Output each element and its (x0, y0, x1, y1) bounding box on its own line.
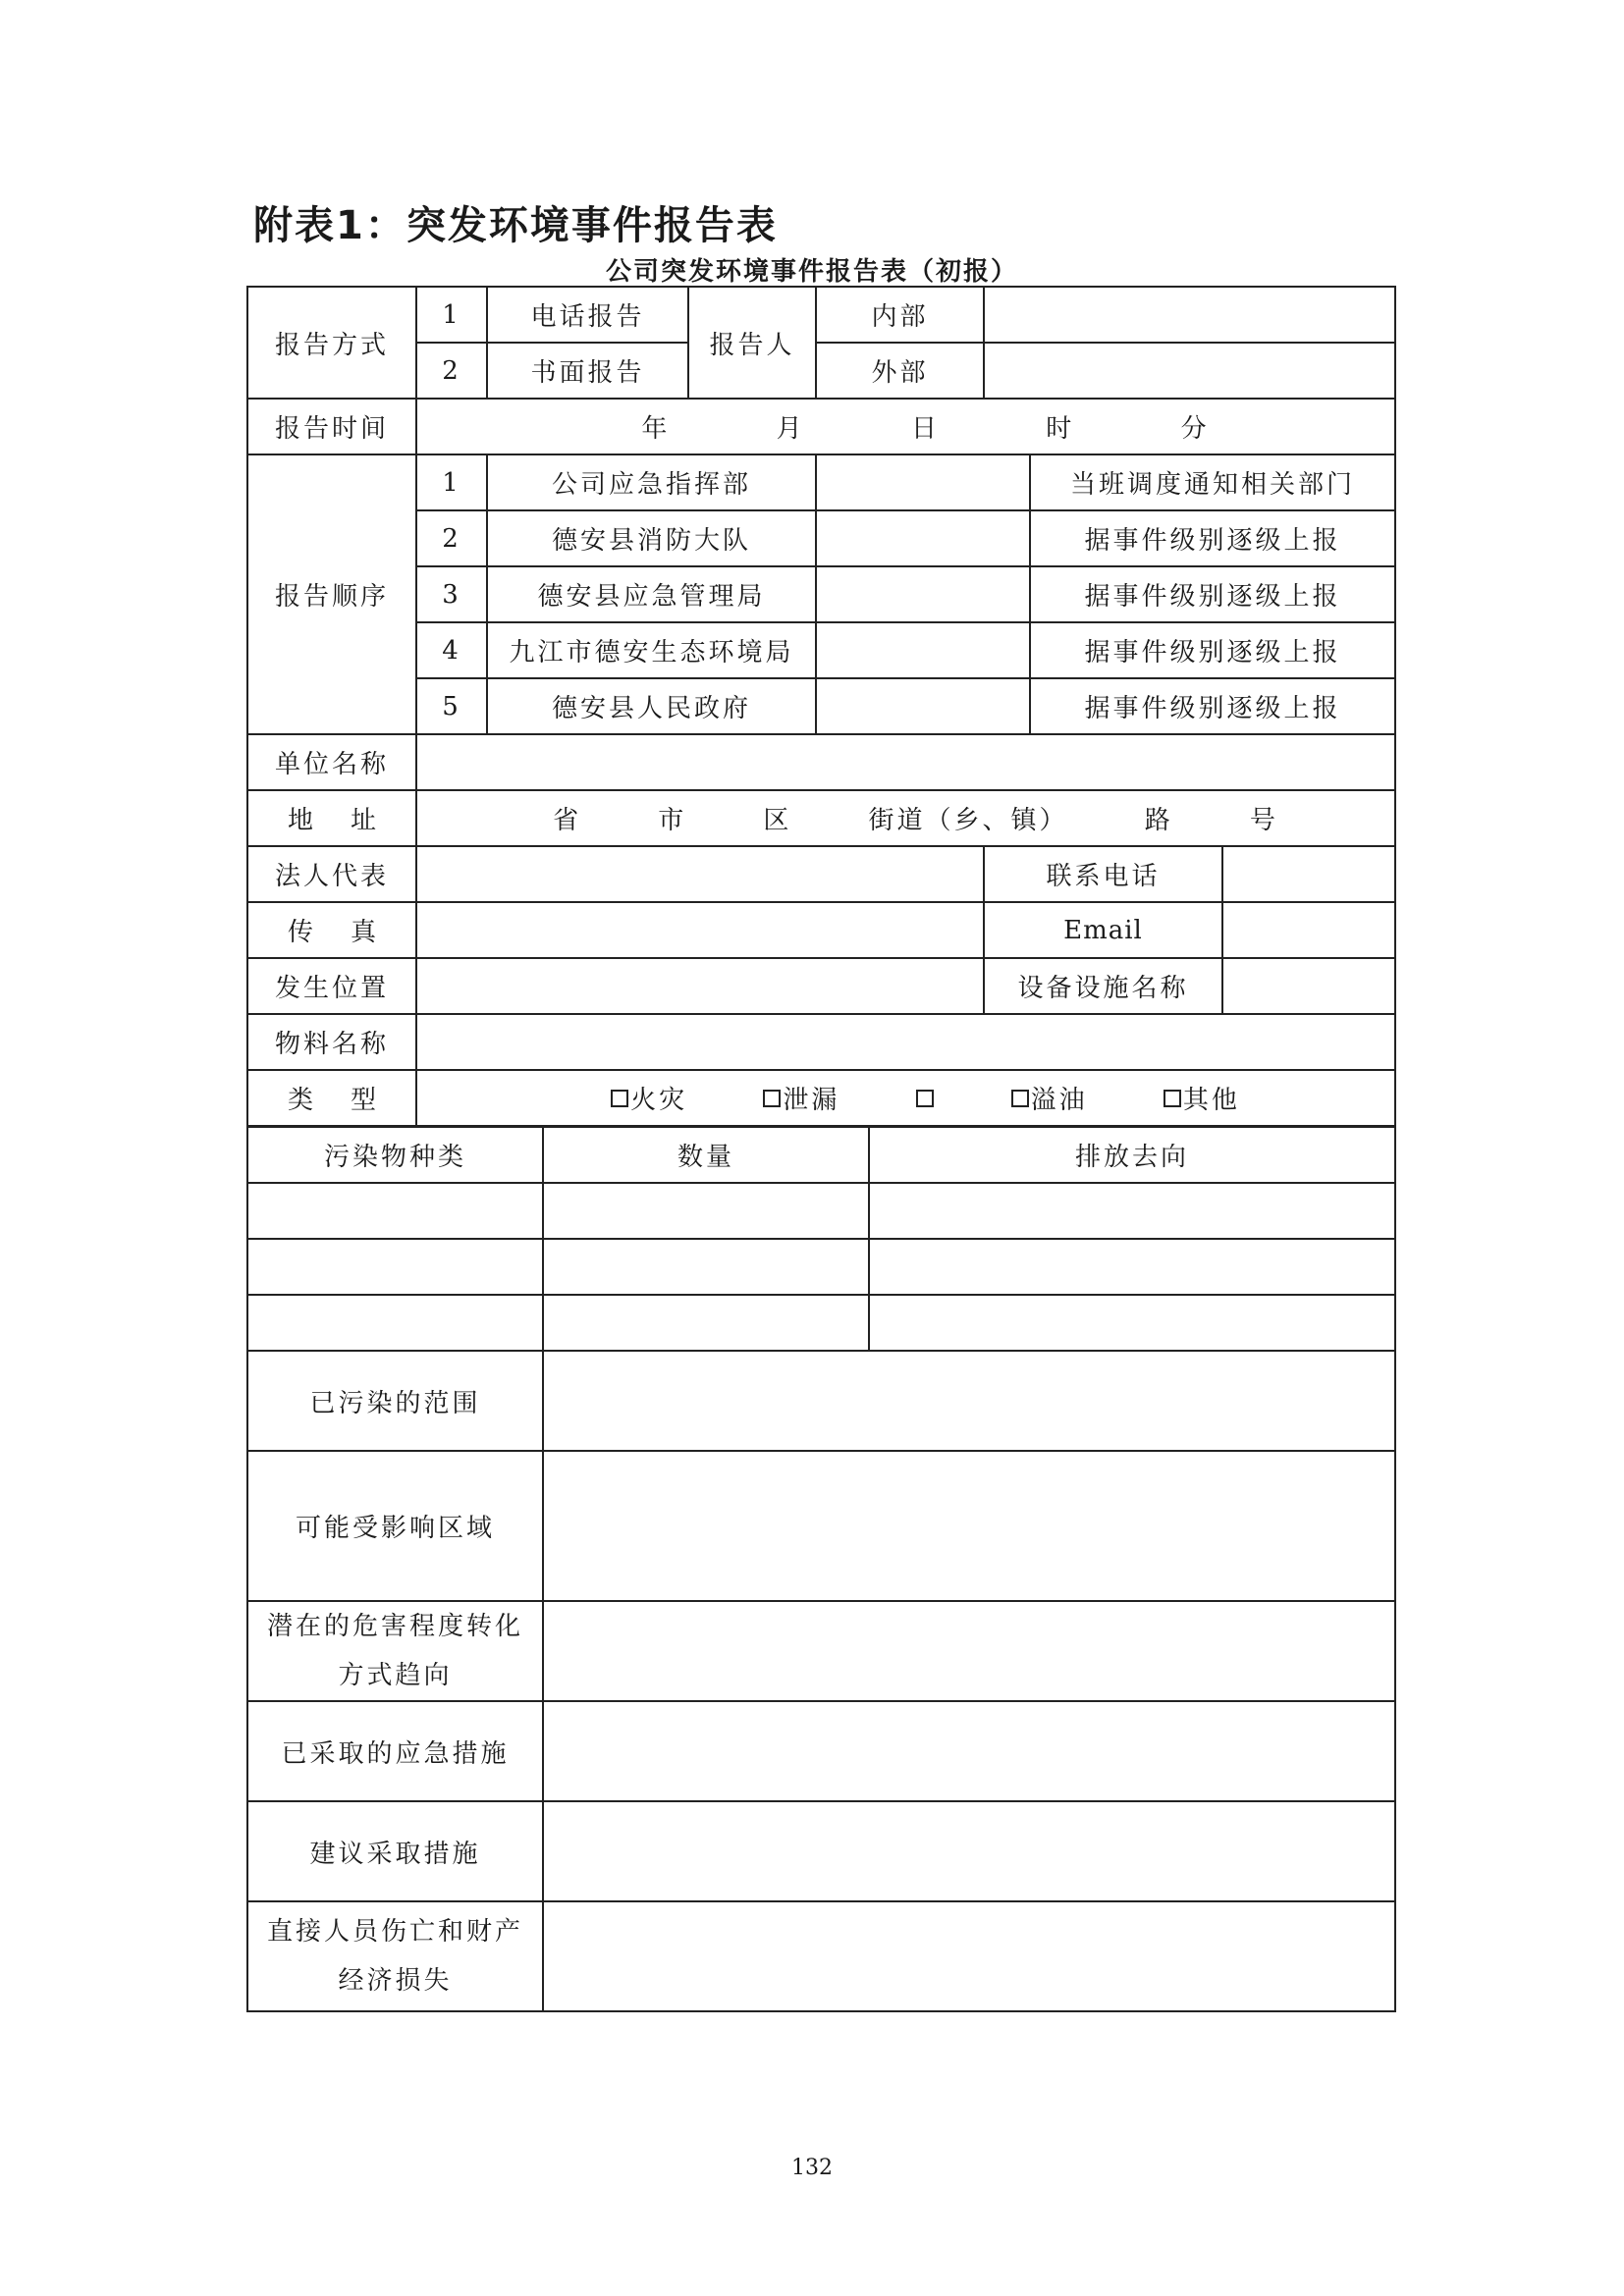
address-city: 市 (658, 806, 687, 835)
order-field[interactable] (816, 454, 1030, 510)
type-option-label: 火灾 (630, 1086, 688, 1115)
method-phone: 电话报告 (487, 287, 688, 343)
discharge-header: 排放去向 (869, 1127, 1395, 1183)
method-no-2: 2 (416, 343, 487, 399)
order-org: 公司应急指挥部 (487, 454, 816, 510)
equipment-field[interactable] (1222, 958, 1395, 1014)
checkbox-icon (916, 1090, 934, 1107)
form-title: 公司突发环境事件报告表（初报） (605, 257, 1018, 287)
unit-name-label: 单位名称 (247, 734, 416, 790)
pollutant-type-header: 污染物种类 (247, 1127, 543, 1183)
address-label-char-2: 址 (350, 806, 376, 835)
hazard-trend-label: 潜在的危害程度转化方式趋向 (247, 1601, 543, 1701)
material-label: 物料名称 (247, 1014, 416, 1070)
email-field[interactable] (1222, 902, 1395, 958)
order-note: 据事件级别逐级上报 (1030, 510, 1395, 566)
time-day: 日 (910, 414, 940, 444)
page-number: 132 (791, 2156, 833, 2180)
type-label (247, 1070, 416, 1126)
address-field[interactable] (416, 790, 1395, 846)
time-year: 年 (641, 414, 671, 444)
contact-phone-label: 联系电话 (984, 846, 1222, 902)
discharge-cell[interactable] (869, 1183, 1395, 1239)
fax-label (247, 902, 416, 958)
reporter-label: 报告人 (688, 287, 816, 399)
measures-taken-label: 已采取的应急措施 (247, 1701, 543, 1801)
polluted-range-field[interactable] (543, 1351, 1395, 1451)
order-no: 4 (416, 622, 487, 678)
time-month: 月 (776, 414, 805, 444)
polluted-range-label: 已污染的范围 (247, 1351, 543, 1451)
type-label-char-2: 型 (350, 1086, 376, 1115)
type-leak-checkbox[interactable] (763, 1080, 839, 1116)
report-time-field[interactable] (416, 399, 1395, 454)
measures-taken-field[interactable] (543, 1701, 1395, 1801)
suggested-measures-label: 建议采取措施 (247, 1801, 543, 1901)
order-note: 据事件级别逐级上报 (1030, 678, 1395, 734)
fax-label-char-2: 真 (350, 918, 376, 947)
fax-field[interactable] (416, 902, 984, 958)
suggested-measures-field[interactable] (543, 1801, 1395, 1901)
type-option-label: 泄漏 (783, 1086, 840, 1115)
quantity-cell[interactable] (543, 1239, 869, 1295)
discharge-cell[interactable] (869, 1295, 1395, 1351)
casualty-loss-field[interactable] (543, 1901, 1395, 2011)
quantity-header: 数量 (543, 1127, 869, 1183)
internal-reporter-field[interactable] (984, 287, 1395, 343)
address-district: 区 (763, 806, 792, 835)
external-reporter-field[interactable] (984, 343, 1395, 399)
type-blank-checkbox[interactable] (916, 1080, 936, 1116)
address-label-char-1: 地 (288, 806, 314, 835)
order-no: 2 (416, 510, 487, 566)
pollutant-type-cell[interactable] (247, 1183, 543, 1239)
report-time-label: 报告时间 (247, 399, 416, 454)
quantity-cell[interactable] (543, 1183, 869, 1239)
legal-rep-field[interactable] (416, 846, 984, 902)
checkbox-icon (1011, 1090, 1029, 1107)
order-field[interactable] (816, 566, 1030, 622)
checkbox-icon (611, 1090, 628, 1107)
type-fire-checkbox[interactable] (611, 1080, 687, 1116)
affected-area-field[interactable] (543, 1451, 1395, 1601)
method-written: 书面报告 (487, 343, 688, 399)
type-oil-spill-checkbox[interactable] (1011, 1080, 1088, 1116)
address-label (247, 790, 416, 846)
pollutant-type-cell[interactable] (247, 1295, 543, 1351)
order-note: 据事件级别逐级上报 (1030, 566, 1395, 622)
order-org: 九江市德安生态环境局 (487, 622, 816, 678)
type-option-label: 其他 (1182, 1086, 1240, 1115)
order-no: 5 (416, 678, 487, 734)
quantity-cell[interactable] (543, 1295, 869, 1351)
discharge-cell[interactable] (869, 1239, 1395, 1295)
email-label: Email (984, 902, 1222, 958)
internal-label: 内部 (816, 287, 984, 343)
contact-phone-field[interactable] (1222, 846, 1395, 902)
time-hour: 时 (1046, 414, 1075, 444)
order-field[interactable] (816, 678, 1030, 734)
order-no: 3 (416, 566, 487, 622)
order-note: 据事件级别逐级上报 (1030, 622, 1395, 678)
order-field[interactable] (816, 622, 1030, 678)
affected-area-label: 可能受影响区域 (247, 1451, 543, 1601)
equipment-label: 设备设施名称 (984, 958, 1222, 1014)
location-field[interactable] (416, 958, 984, 1014)
address-province: 省 (553, 806, 582, 835)
address-road: 路 (1144, 806, 1173, 835)
method-no-1: 1 (416, 287, 487, 343)
unit-name-field[interactable] (416, 734, 1395, 790)
order-org: 德安县人民政府 (487, 678, 816, 734)
report-form-bottom (246, 1126, 1396, 2012)
material-field[interactable] (416, 1014, 1395, 1070)
order-field[interactable] (816, 510, 1030, 566)
report-form-top (246, 286, 1396, 1127)
report-method-label: 报告方式 (247, 287, 416, 399)
order-org: 德安县消防大队 (487, 510, 816, 566)
type-label-char-1: 类 (288, 1086, 314, 1115)
address-number: 号 (1249, 806, 1278, 835)
external-label: 外部 (816, 343, 984, 399)
legal-rep-label: 法人代表 (247, 846, 416, 902)
pollutant-type-cell[interactable] (247, 1239, 543, 1295)
checkbox-icon (1164, 1090, 1181, 1107)
fax-label-char-1: 传 (288, 918, 314, 947)
type-other-checkbox[interactable] (1164, 1080, 1240, 1116)
time-minute: 分 (1180, 414, 1210, 444)
casualty-loss-label: 直接人员伤亡和财产经济损失 (247, 1901, 543, 2011)
page-heading: 附表1：突发环境事件报告表 (253, 203, 778, 248)
report-order-label: 报告顺序 (247, 454, 416, 734)
checkbox-icon (763, 1090, 781, 1107)
order-org: 德安县应急管理局 (487, 566, 816, 622)
address-street: 街道（乡、镇） (868, 806, 1068, 835)
order-note: 当班调度通知相关部门 (1030, 454, 1395, 510)
type-option-label: 溢油 (1030, 1086, 1088, 1115)
location-label: 发生位置 (247, 958, 416, 1014)
type-options (416, 1070, 1395, 1126)
hazard-trend-field[interactable] (543, 1601, 1395, 1701)
order-no: 1 (416, 454, 487, 510)
